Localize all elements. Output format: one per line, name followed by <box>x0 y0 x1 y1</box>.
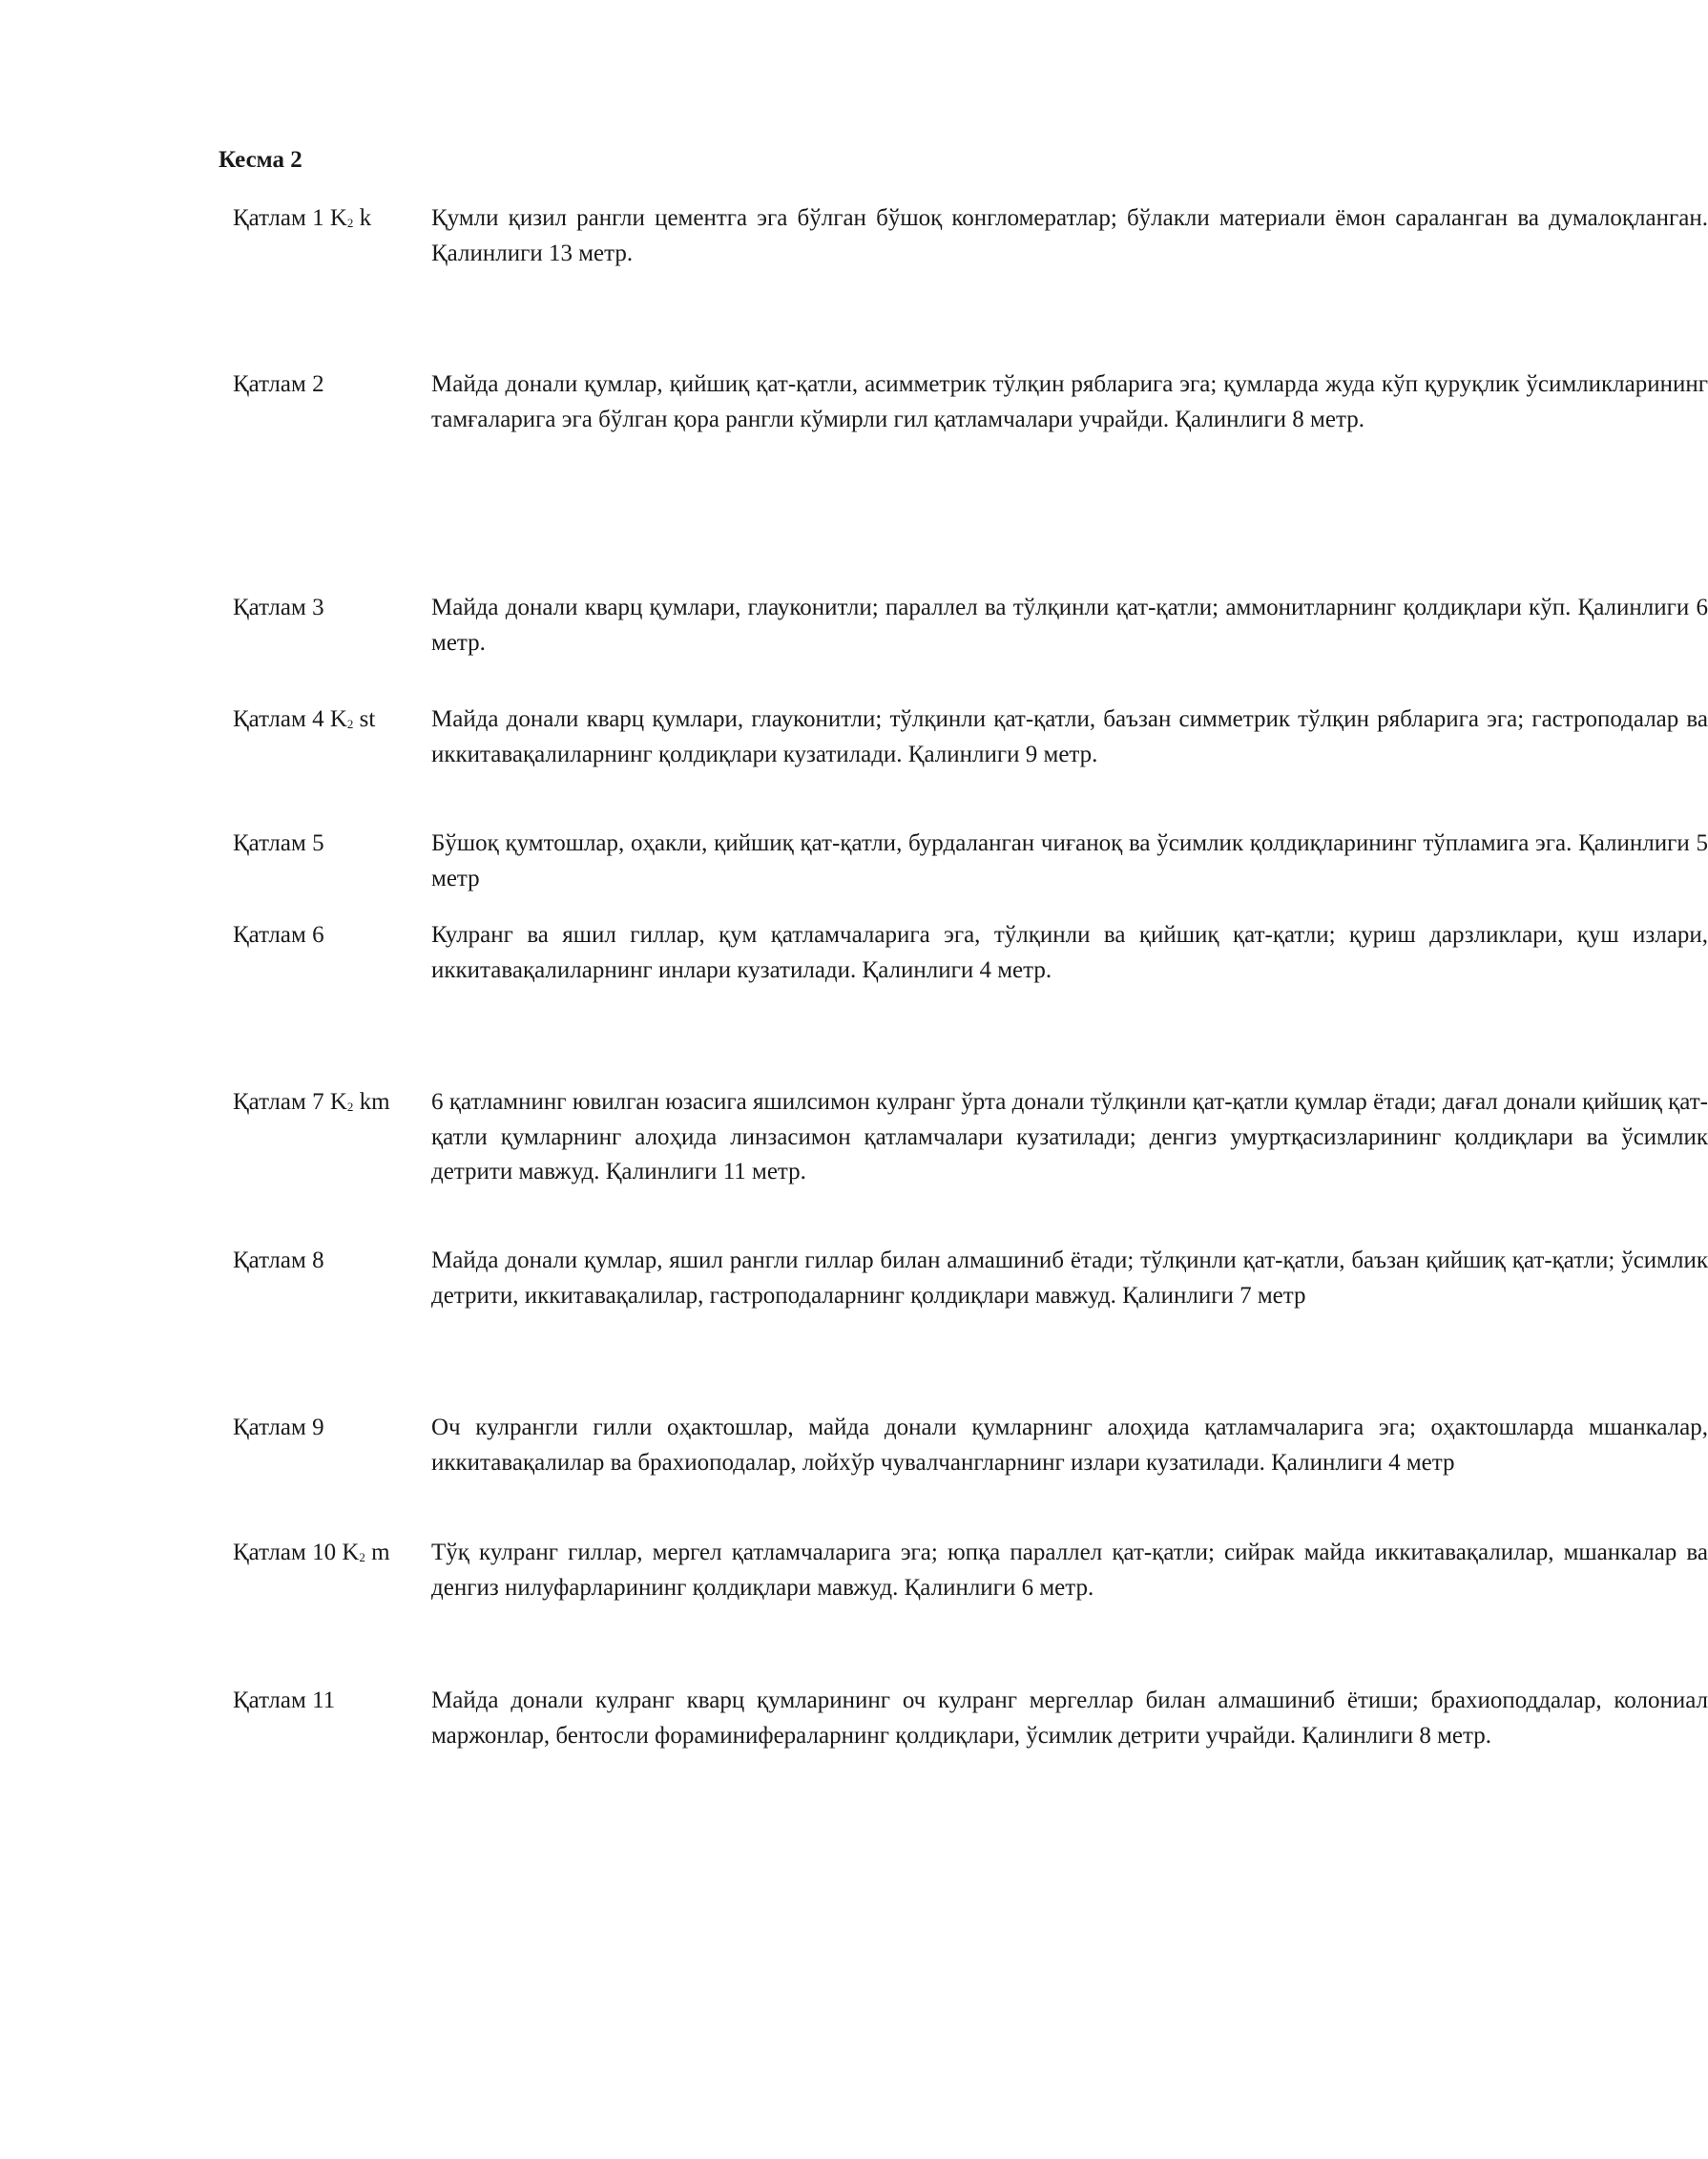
layer-description: Майда донали қумлар, қийшиқ қат-қатли, асимметрик тўлқин рябларига эга; қумларда жуда кўп қуруқлик ўсимликларининг тамғаларига эга бўлган қора рангли кўмирли гил қатламчалари учрайди. Қалинлиги 8 метр. <box>431 371 1708 432</box>
layer-description: 6 қатламнинг ювилган юзасига яшилсимон кулранг ўрта донали тўлқинли қат-қатли қумлар ётади; дағал донали қийшиқ қат-қатли қумларнинг алоҳида линзасимон қатламчалари кузатилади; денгиз умуртқасизларининг қолдиқлари ва ўсимлик детрити мавжуд. Қалинлиги 11 метр. <box>431 1089 1708 1185</box>
layer-description: Қумли қизил рангли цементга эга бўлган бўшоқ конгломератлар; бўлакли материали ёмон сараланган ва думалоқланган. Қалинлиги 13 метр. <box>431 205 1708 266</box>
layer-label: Қатлам 3 <box>233 595 324 620</box>
layer-description: Майда донали кварц қумлари, глауконитли; тўлқинли қат-қатли, баъзан симметрик тўлқин рябларига эга; гастроподалар ва иккитавақалиларнинг қолдиқлари кузатилади. Қалинлиги 9 метр. <box>431 706 1708 767</box>
layer-description: Бўшоқ қумтошлар, оҳакли, қийшиқ қат-қатли, бурдаланган чиғаноқ ва ўсимлик қолдиқларининг тўпламига эга. Қалинлиги 5 метр <box>431 830 1708 891</box>
layer-label: Қатлам 10 $K_2$ m <box>233 1540 390 1565</box>
layer-label: Қатлам 1 $K_2$ k <box>233 205 372 231</box>
layer-label: Қатлам 2 <box>233 371 324 397</box>
layer-description: Майда донали кулранг кварц қумларининг оч кулранг мергеллар билан алмашиниб ётиши; брахиоподдалар, колониал маржонлар, бентосли фораминифераларнинг қолдиқлари, ўсимлик детрити учрайди. Қалинлиги 8 метр. <box>431 1687 1708 1749</box>
layer-label: Қатлам 6 <box>233 922 324 948</box>
layer-description: Кулранг ва яшил гиллар, қум қатламчаларига эга, тўлқинли ва қийшиқ қат-қатли; қуриш дарзликлари, қуш излари, иккитавақалиларнинг инлари кузатилади. Қалинлиги 4 метр. <box>431 922 1708 983</box>
layer-label: Қатлам 9 <box>233 1415 324 1440</box>
layer-description: Майда донали қумлар, яшил рангли гиллар билан алмашиниб ётади; тўлқинли қат-қатли, баъзан қийшиқ қат-қатли; ўсимлик детрити, иккитавақалилар, гастроподаларнинг қолдиқлари мавжуд. Қалинлиги 7 метр <box>431 1247 1708 1309</box>
layer-label: Қатлам 7 $K_2$ km <box>233 1089 390 1115</box>
page-title: Кесма 2 <box>219 147 302 173</box>
layer-label: Қатлам 5 <box>233 830 324 856</box>
layer-description: Майда донали кварц қумлари, глауконитли; параллел ва тўлқинли қат-қатли; аммонитларнинг қолдиқлари кўп. Қалинлиги 6 метр. <box>431 595 1708 656</box>
layer-label: Қатлам 4 $K_2$ st <box>233 706 376 732</box>
layer-label: Қатлам 8 <box>233 1247 324 1273</box>
layer-description: Оч кулрангли гилли оҳактошлар, майда донали қумларнинг алоҳида қатламчаларига эга; оҳактошларда мшанкалар, иккитавақалилар ва брахиоподалар, лойхўр чувалчангларнинг излари кузатилади. Қалинлиги 4 метр <box>431 1415 1708 1476</box>
layer-description: Тўқ кулранг гиллар, мергел қатламчаларига эга; юпқа параллел қат-қатли; сийрак майда иккитавақалилар, мшанкалар ва денгиз нилуфарларининг қолдиқлари мавжуд. Қалинлиги 6 метр. <box>431 1540 1708 1601</box>
layer-label: Қатлам 11 <box>233 1687 336 1713</box>
